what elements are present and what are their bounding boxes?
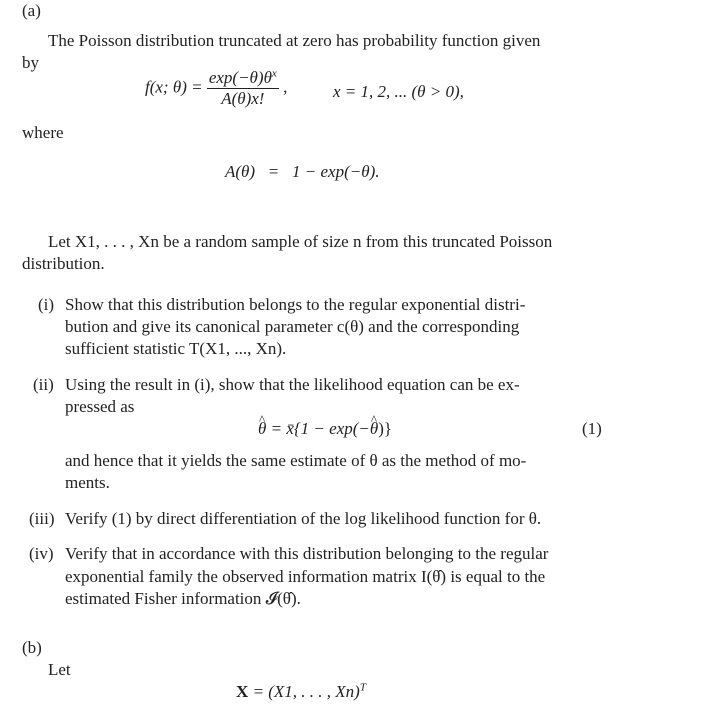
sample-text-line2: distribution. — [22, 254, 105, 273]
part-b-let: Let — [48, 660, 71, 679]
item-iv-line3: estimated Fisher information 𝓘(θ̂). — [65, 589, 301, 608]
item-iv-line2: exponential family the observed information matrix I(θ̂) is equal to the — [65, 567, 546, 586]
item-iii-line1: Verify (1) by direct differentiation of the log likelihood function for θ. — [65, 509, 542, 528]
intro-text-line1: The Poisson distribution truncated at zero has probability function given — [48, 31, 541, 50]
a-theta-definition: A(θ) = 1 − exp(−θ). — [225, 162, 380, 181]
pmf-lhs: f(x; θ) = — [145, 77, 203, 97]
item-i-label: (i) — [38, 295, 55, 314]
part-a-label: (a) — [22, 1, 41, 20]
item-i-line2: bution and give its canonical parameter c(θ) and the corresponding — [65, 317, 520, 336]
theta-hat-inner: ^ θ — [370, 418, 378, 440]
mle-tail: )} — [378, 419, 393, 438]
item-iii-label: (iii) — [29, 509, 55, 528]
item-iv-label: (iv) — [29, 544, 54, 563]
transpose-superscript: T — [359, 681, 366, 694]
equation-number: (1) — [582, 419, 602, 438]
sample-text-line1: Let X1, . . . , Xn be a random sample of size n from this truncated Poisson — [48, 232, 553, 251]
theta-hat: ^ θ — [258, 418, 266, 440]
pmf-equation: f(x; θ) = $\frac{\exp(-\theta)\theta^x}{A(\theta)x!}$ , — [145, 67, 288, 108]
where-text: where — [22, 123, 64, 142]
mle-equation — [258, 418, 392, 440]
vector-symbol: X — [236, 682, 249, 701]
pmf-fraction — [207, 68, 279, 109]
item-ii-line3: and hence that it yields the same estimate of θ as the method of mo- — [65, 451, 527, 470]
item-ii-line4: ments. — [65, 473, 110, 492]
pmf-condition: x = 1, 2, ... (θ > 0), — [333, 82, 464, 101]
vector-definition — [236, 681, 366, 703]
item-i-line1: Show that this distribution belongs to the regular exponential distri- — [65, 295, 526, 314]
vector-rhs: = (X1, . . . , Xn) — [252, 682, 360, 701]
item-iv-line1: Verify that in accordance with this distribution belonging to the regular — [65, 544, 549, 563]
part-b-label: (b) — [22, 638, 42, 657]
pmf-numerator: $\exp(-\theta)\theta^x$ — [208, 67, 277, 87]
mle-rhs: = x̄{1 − exp(− — [270, 419, 370, 438]
item-ii-line2: pressed as — [65, 397, 135, 416]
item-ii-line1: Using the result in (i), show that the likelihood equation can be ex- — [65, 375, 520, 394]
intro-text-line2: by — [22, 53, 39, 72]
item-i-line3: sufficient statistic T(X1, ..., Xn). — [65, 339, 287, 358]
item-ii-label: (ii) — [33, 375, 54, 394]
pmf-denominator: A(θ)x! — [221, 89, 265, 108]
